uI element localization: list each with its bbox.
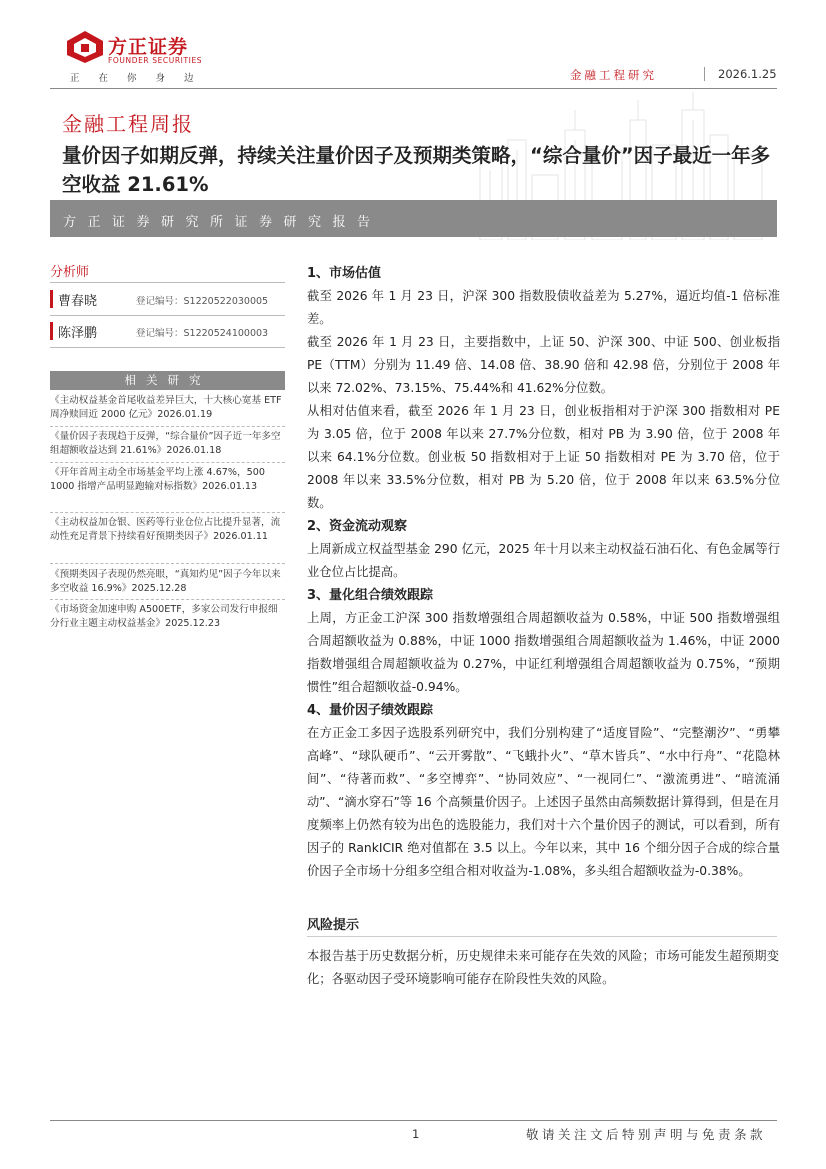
section-paragraph: 上周，方正金工沪深 300 指数增强组合周超额收益为 0.58%，中证 500 指数增强组合周超额收益为 0.88%，中证 1000 指数增强组合周超额收益为 1.46%，中证 2000 指数增强组合周超额收益为 0.27%，中证红利增强组合周超额收益为 0.75%，“预期惯性”组合超额收益-0.94%。: [307, 611, 780, 694]
related-research-item[interactable]: 《主动权益加仓银、医药等行业仓位占比提升显著，流动性充足背景下持续看好预期类因子》2026.01.11: [50, 517, 281, 542]
related-research-item[interactable]: 《开年首周主动全市场基金平均上涨 4.67%，500 1000 指增产品明显跑输对标指数》2026.01.13: [50, 467, 265, 492]
report-band-text: 方正证券研究所证券研究报告: [63, 215, 382, 230]
related-research-item[interactable]: 《主动权益基金首尾收益差异巨大，十大核心宽基 ETF 周净赎回近 2000 亿元》2026.01.19: [50, 395, 282, 420]
brand-slogan: 正在你身边: [70, 73, 213, 84]
section-title: 1、市场估值: [307, 266, 382, 281]
founder-logo-icon: [66, 30, 104, 64]
section-paragraph: 截至 2026 年 1 月 23 日，主要指数中，上证 50、沪深 300、中证 500、创业板指 PE（TTM）分别为 11.49 倍、14.08 倍、38.90 倍和 42.98 倍，分别位于 2008 年以来 72.02%、73.15%、75.44%和 41.62%分位数。: [307, 335, 780, 395]
section-title: 4、量价因子绩效跟踪: [307, 703, 434, 718]
related-separator: [50, 512, 285, 513]
analyst-item: [50, 288, 285, 312]
brand-name-en: FOUNDER SECURITIES: [108, 56, 203, 65]
analyst-marker: [50, 290, 53, 308]
analyst-heading: 分析师: [50, 265, 90, 280]
analyst-marker: [50, 322, 53, 340]
section-paragraph: 从相对估值来看，截至 2026 年 1 月 23 日，创业板指相对于沪深 300 指数相对 PE 为 3.05 倍，位于 2008 年以来 27.7%分位数，相对 PB 为 3.90 倍，位于 2008 年以来 64.1%分位数。创业板 50 指数相对于上证 50 指数相对 PE 为 3.70 倍，位于 2008 年以来 33.5%分位数，相对 PB 为 5.20 倍，位于 2008 年以来 63.5%分位数。: [307, 404, 780, 510]
section-title: 2、资金流动观察: [307, 519, 408, 534]
header-divider: [704, 67, 705, 81]
related-separator: [50, 462, 285, 463]
section-title: 3、量化组合绩效跟踪: [307, 588, 434, 603]
analyst-name: 陈泽鹏: [58, 326, 98, 341]
related-research-item[interactable]: 《预期类因子表现仍然亮眼，“真知灼见”因子今年以来多空收益 16.9%》2025.12.28: [50, 569, 281, 594]
brand-name-cn: 方正证券: [108, 36, 189, 58]
analyst-registration: 登记编号：S1220522030005: [136, 296, 269, 307]
related-separator: [50, 563, 285, 564]
report-date: 2026.1.25: [718, 67, 777, 81]
risk-rule: [307, 936, 777, 937]
report-type-label: 金融工程周报: [62, 112, 194, 136]
related-research-heading: 相关研究: [50, 371, 285, 390]
related-separator: [50, 599, 285, 600]
footer-rule: [50, 1120, 777, 1121]
page-title: 量价因子如期反弹，持续关注量价因子及预期类策略，“综合量价”因子最近一年多空收益 21.61%: [62, 144, 771, 196]
footer-disclaimer[interactable]: 敬请关注文后特别声明与免责条款: [526, 1127, 767, 1142]
related-research-item[interactable]: 《市场资金加速申购 A500ETF，多家公司发行申报细分行业主题主动权益基金》2025.12.23: [50, 604, 278, 629]
related-research-item[interactable]: 《量价因子表现趋于反弹，“综合量价”因子近一年多空组超额收益达到 21.61%》2026.01.18: [50, 431, 281, 456]
related-separator: [50, 426, 285, 427]
report-category: 金融工程研究: [570, 68, 657, 82]
section-paragraph: 上周新成立权益型基金 290 亿元，2025 年十月以来主动权益石油石化、有色金属等行业仓位占比提高。: [307, 542, 780, 579]
risk-heading: 风险提示: [307, 918, 360, 933]
company-logo: [66, 30, 206, 70]
page-number: 1: [412, 1127, 420, 1141]
header-rule: [50, 88, 777, 89]
analyst-rule: [50, 282, 285, 283]
analyst-name: 曹春晓: [58, 294, 98, 309]
risk-text: 本报告基于历史数据分析，历史规律未来可能存在失效的风险；市场可能发生超预期变化；各驱动因子受环境影响可能存在阶段性失效的风险。: [307, 949, 779, 986]
analyst-registration: 登记编号：S1220524100003: [136, 328, 269, 339]
summary-content: [307, 262, 780, 883]
analyst-rule: [50, 315, 285, 316]
analyst-item: [50, 320, 285, 344]
analyst-rule: [50, 347, 285, 348]
section-paragraph: 截至 2026 年 1 月 23 日，沪深 300 指数股债收益差为 5.27%，逼近均值-1 倍标准差。: [307, 289, 780, 326]
section-paragraph: 在方正金工多因子选股系列研究中，我们分别构建了“适度冒险”、“完整潮汐”、“勇攀高峰”、“球队硬币”、“云开雾散”、“飞蛾扑火”、“草木皆兵”、“水中行舟”、“花隐林间”、“待著而救”、“多空博弈”、“协同效应”、“一视同仁”、“激流勇进”、“暗流涌动”、“滴水穿石”等 16 个高频量价因子。上述因子虽然由高频数据计算得到，但是在月度频率上仍然有较为出色的选股能力，我们对十六个量价因子的测试，可以看到，所有因子的 RankICIR 绝对值都在 3.5 以上。今年以来，其中 16 个细分因子合成的综合量价因子全市场十分组多空组合相对收益为-1.08%，多头组合超额收益为-0.38%。: [307, 726, 780, 878]
